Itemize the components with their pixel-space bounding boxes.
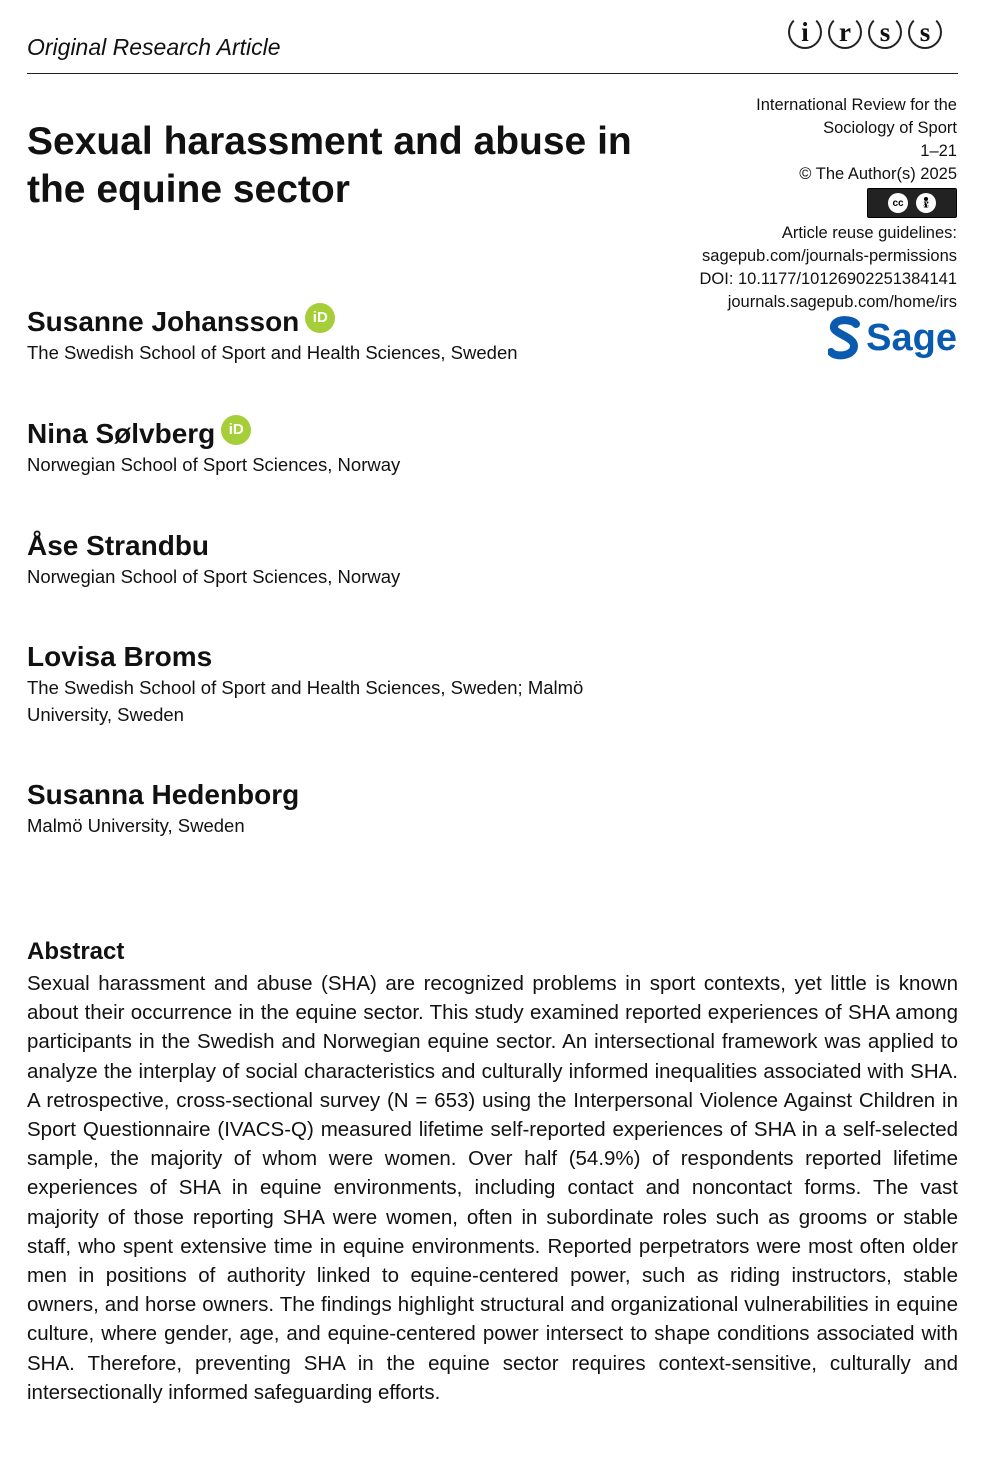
author-name: Nina Sølvberg [27, 418, 216, 449]
orcid-icon[interactable]: iD [305, 303, 335, 333]
author-name: Susanne Johansson [27, 306, 300, 337]
author-block [27, 305, 627, 366]
logo-letter: s [868, 15, 902, 49]
cc-icon: cc [888, 193, 908, 213]
doi[interactable]: DOI: 10.1177/10126902251384141 [699, 270, 957, 288]
journal-name-line2: Sociology of Sport [823, 119, 957, 137]
sage-logo[interactable] [828, 316, 957, 360]
author-block [27, 778, 627, 839]
cc-by-icon[interactable] [867, 188, 957, 218]
author-name: Åse Strandbu [27, 530, 210, 561]
header-rule [27, 73, 958, 74]
reuse-link[interactable]: sagepub.com/journals-permissions [702, 247, 957, 265]
sage-wordmark: Sage [866, 316, 957, 359]
logo-letter: i [788, 15, 822, 49]
author-block [27, 417, 627, 478]
by-label: BY [920, 202, 930, 209]
sage-s-icon [828, 316, 860, 360]
author-affiliation: Malmö University, Sweden [27, 815, 245, 836]
author-affiliation: Norwegian School of Sport Sciences, Norway [27, 454, 401, 475]
article-type: Original Research Article [27, 34, 281, 60]
orcid-icon[interactable]: iD [221, 415, 251, 445]
author-affiliation: Norwegian School of Sport Sciences, Norway [27, 566, 401, 587]
reuse-label: Article reuse guidelines: [781, 224, 957, 242]
abstract-heading: Abstract [27, 938, 125, 965]
journal-url[interactable]: journals.sagepub.com/home/irs [727, 293, 957, 311]
logo-letter: r [828, 15, 862, 49]
page-range: 1–21 [920, 142, 957, 160]
author-block [27, 529, 627, 590]
abstract-text: Sexual harassment and abuse (SHA) are recognized problems in sport contexts, yet little is known about their occurrence in the equine sector. This study examined reported experiences of SHA among participants in the Swedish and Norwegian equine sector. An intersectional framework was applied to analyze the interplay of social characteristics and culturally informed inequalities associated with SHA. A retrospective, cross-sectional survey (N = 653) using the Interpersonal Violence Against Children in Sport Questionnaire (IVACS-Q) measured lifetime self-reported experiences of SHA in a self-selected sample, the majority of whom were women. Over half (54.9%) of respondents reported lifetime experiences of SHA in equine environments, including contact and noncontact forms. The vast majority of those reporting SHA were women, often in subordinate roles such as grooms or stable staff, who spent extensive time in equine environments. Reported perpetrators were most often older men in positions of authority linked to equine-centered power, such as riding instructors, stable owners, and horse owners. The findings highlight structural and organizational vulnerabilities in equine culture, where gender, age, and equine-centered power intersect to shape conditions associated with SHA. Therefore, preventing SHA in the equine sector requires context-sensitive, culturally and intersectionally informed safeguarding efforts. [27, 972, 958, 1404]
logo-letter: s [908, 15, 942, 49]
author-affiliation: The Swedish School of Sport and Health Sciences, Sweden; Malmö University, Sweden [27, 677, 584, 725]
author-block [27, 640, 617, 728]
article-title: Sexual harassment and abuse in the equine sector [27, 120, 632, 211]
author-name: Susanna Hedenborg [27, 779, 300, 810]
journal-meta [627, 94, 957, 314]
author-affiliation: The Swedish School of Sport and Health Sciences, Sweden [27, 342, 518, 363]
author-name: Lovisa Broms [27, 641, 213, 672]
copyright: © The Author(s) 2025 [799, 165, 957, 183]
journal-logo [788, 15, 942, 49]
journal-name-line1: International Review for the [756, 96, 957, 114]
